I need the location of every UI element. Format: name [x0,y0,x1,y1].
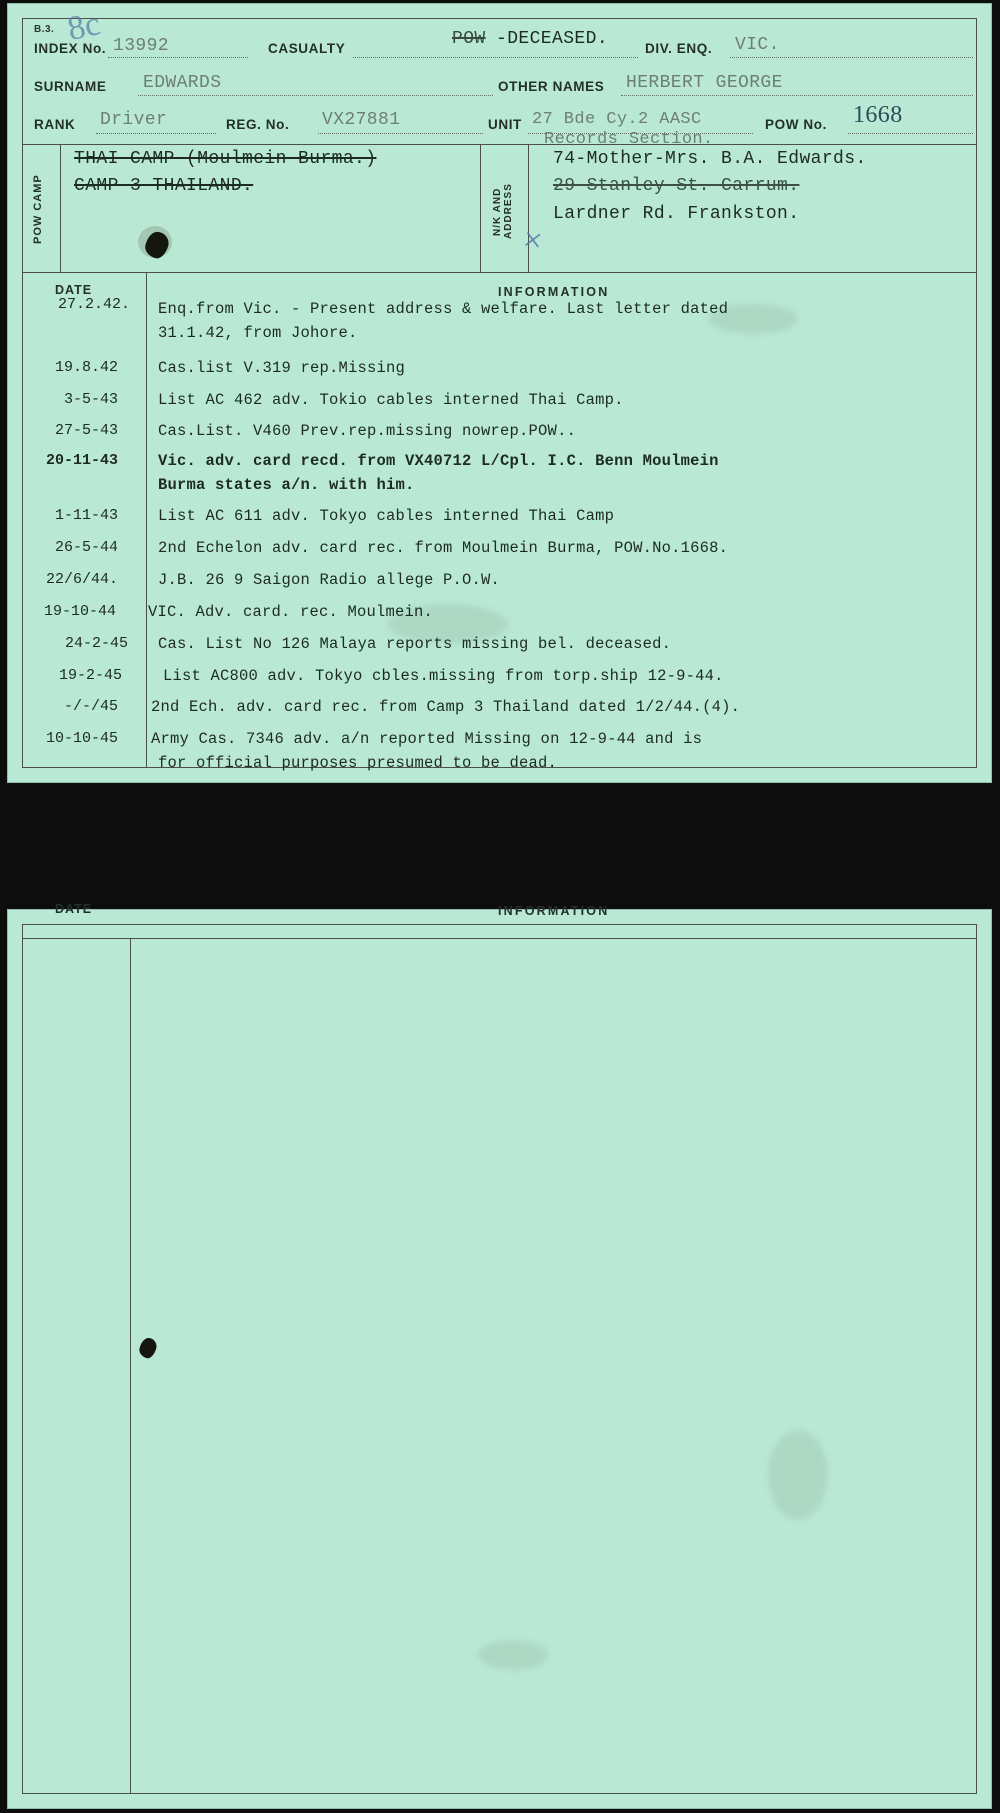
div-enq-value: VIC. [735,35,780,55]
surname-label: SURNAME [34,79,107,94]
pow-camp-line2: CAMP 3 THAILAND. [74,176,254,196]
pow-camp-label: POW CAMP [32,174,44,244]
paper-smudge [768,1430,828,1520]
reg-no-rule [318,133,483,134]
index-no-rule [108,57,248,58]
pow-no-rule [848,133,973,134]
blue-check-mark: × [520,220,545,261]
index-no-value: 13992 [113,36,170,56]
unit-value: 27 Bde Cy.2 AASC [532,110,702,129]
table-row: 19.8.42 [54,359,118,376]
div-enq-label: DIV. ENQ. [645,41,713,56]
pow-camp-line1: THAI CAMP (Moulmein Burma.) [74,149,377,169]
back-header-divider [22,938,977,939]
table-row: 22/6/44. [45,571,118,588]
div-enq-rule [730,57,973,58]
table-row: Enq.from Vic. - Present address & welfare. Last letter dated [158,300,729,318]
table-row: 3-5-43 [63,391,118,408]
table-row: 19-10-44 [43,603,116,620]
table-row: 24-2-45 [64,635,128,652]
table-row: Cas. List No 126 Malaya reports missing bel. deceased. [158,635,672,653]
unit-label: UNIT [488,117,522,132]
table-row: Cas.List. V460 Prev.rep.missing nowrep.POW.. [158,422,577,440]
surname-value: EDWARDS [143,73,222,93]
nk-line2: 29 Stanley St. Carrum. [553,176,800,196]
pow-camp-col-line [60,144,61,272]
table-row: Army Cas. 7346 adv. a/n reported Missing on 12-9-44 and is [151,730,703,748]
table-row: 10-10-45 [45,730,118,747]
table-row: List AC 462 adv. Tokio cables interned Thai Camp. [158,391,624,409]
table-row: Vic. adv. card recd. from VX40712 L/Cpl. I.C. Benn Moulmein [158,452,719,470]
casualty-value-struck: POW [452,29,486,49]
unit-value-line2: Records Section. [544,130,714,149]
other-names-value: HERBERT GEORGE [626,73,783,93]
pow-index-card-front [8,4,991,782]
table-row: List AC 611 adv. Tokyo cables interned Thai Camp [158,507,615,525]
table-row: 19-2-45 [58,667,122,684]
pow-index-card-back [8,902,991,1808]
nk-address-label: N/K AND ADDRESS [492,183,514,240]
table-row: 31.1.42, from Johore. [158,324,358,342]
casualty-label: CASUALTY [268,41,346,56]
table-row: 27-5-43 [54,422,118,439]
paper-smudge [478,1640,548,1670]
back-table-header-information: INFORMATION [498,904,610,918]
table-row: 27.2.42. [57,296,130,313]
table-row: 1-11-43 [54,507,118,524]
surname-rule [138,95,493,96]
pow-no-label: POW No. [765,117,827,132]
table-row: Burma states a/n. with him. [158,476,415,494]
rank-value: Driver [100,110,168,130]
reg-no-value: VX27881 [322,110,401,130]
table-row: Cas.list V.319 rep.Missing [158,359,406,377]
table-row: 2nd Ech. adv. card rec. from Camp 3 Thailand dated 1/2/44.(4). [151,698,741,716]
casualty-value: -DECEASED. [496,29,609,49]
section-divider-2 [22,272,977,273]
table-col-divider [146,272,147,768]
casualty-rule [353,57,638,58]
rank-rule [96,133,216,134]
back-table-header-date: DATE [55,902,93,916]
table-row: 20-11-43 [45,452,118,469]
unit-rule [528,133,753,134]
nk-line3: Lardner Rd. Frankston. [553,204,800,224]
pow-no-value: 1668 [853,102,903,128]
other-names-label: OTHER NAMES [498,79,605,94]
table-row: 26-5-44 [54,539,118,556]
table-row: J.B. 26 9 Saigon Radio allege P.O.W. [158,571,501,589]
table-header-information: INFORMATION [498,285,610,299]
table-row: 2nd Echelon adv. card rec. from Moulmein Burma, POW.No.1668. [158,539,729,557]
other-names-rule [621,95,973,96]
form-code: B.3. [34,24,55,35]
table-row: -/-/45 [63,698,118,715]
reg-no-label: REG. No. [226,117,290,132]
table-header-date: DATE [55,283,93,297]
section-divider [22,144,977,145]
pencil-annotation: 8c [64,5,104,48]
index-no-label: INDEX No. [34,41,107,56]
nk-line1: 74-Mother-Mrs. B.A. Edwards. [553,149,867,169]
table-row: List AC800 adv. Tokyo cbles.missing from torp.ship 12-9-44. [163,667,724,685]
table-row: VIC. Adv. card. rec. Moulmein. [148,603,434,621]
nk-col-line-left [480,144,481,272]
table-row: for official purposes presumed to be dead. [158,754,558,772]
back-table-col-divider [130,938,131,1794]
rank-label: RANK [34,117,76,132]
